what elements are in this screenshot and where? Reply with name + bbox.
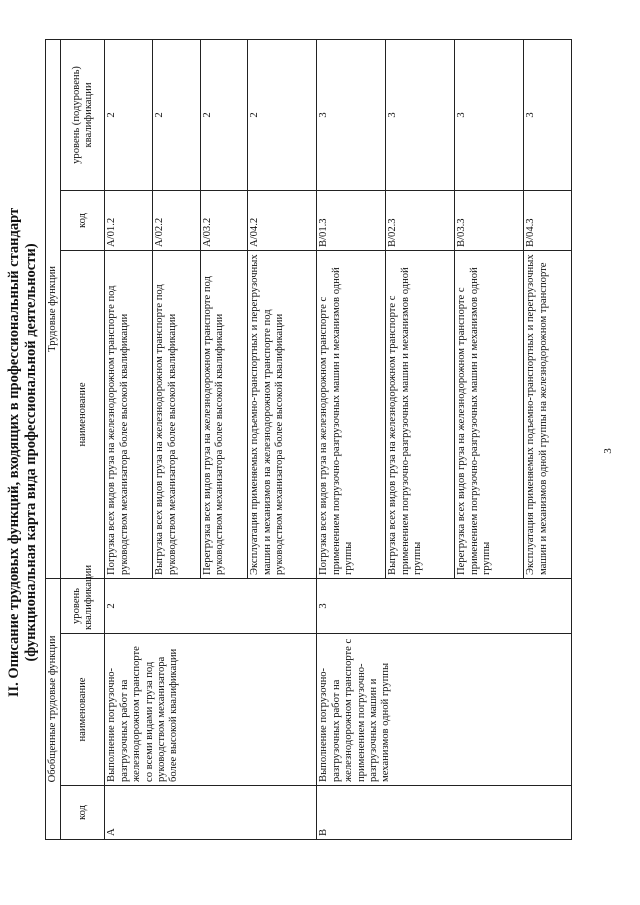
function-sublevel-cell: 2 [248, 39, 317, 190]
function-code-cell: B/02.3 [386, 190, 455, 250]
function-name-cell: Перегрузка всех видов груза на железнодорожном транспорте под руководством механизатора более высокой квалификации [200, 250, 248, 578]
function-name-cell: Эксплуатация применяемых подъемно-транспортных и перегрузочных машин и механизмов одной группы на железнодорожном транспорте [524, 250, 572, 578]
header-code: код [61, 786, 105, 840]
function-name-cell: Погрузка всех видов груза на железнодорожном транспорте под руководством механизатора более высокой квалификации [105, 250, 153, 578]
heading-line-1: II. Описание трудовых функций, входящих в профессиональный стандарт [6, 207, 22, 698]
function-sublevel-cell: 3 [455, 39, 524, 190]
header-level: уровень квалификации [61, 578, 105, 633]
function-sublevel-cell: 3 [386, 39, 455, 190]
header-generalized-functions: Обобщенные трудовые функции [46, 578, 61, 839]
section-heading [6, 40, 40, 865]
function-sublevel-cell: 2 [105, 39, 153, 190]
function-code-cell: A/01.2 [105, 190, 153, 250]
function-code-cell: B/03.3 [455, 190, 524, 250]
header-name: наименование [61, 634, 105, 786]
page-number: 3 [602, 448, 614, 454]
generalized-name-cell: Выполнение погрузочно-разгрузочных работ на железнодорожном транспорте с применением погрузочно-разгрузочных машин и механизмов одной группы [317, 634, 572, 786]
function-name-cell: Выгрузка всех видов груза на железнодорожном транспорте под руководством механизатора более высокой квалификации [153, 250, 201, 578]
function-name-cell: Эксплуатация применяемых подъемно-транспортных и перегрузочных машин и механизмов на железнодорожном транспорте под руководством механизатора более высокой квалификации [248, 250, 317, 578]
table-row [105, 39, 153, 839]
header-tf-code: код [61, 190, 105, 250]
generalized-name-cell: Выполнение погрузочно-разгрузочных работ на железнодорожном транспорте со всеми видами груза под руководством механизатора более высокой квалификации [105, 634, 317, 786]
function-name-cell: Погрузка всех видов груза на железнодорожном транспорте с применением погрузочно-разгрузочных машин и механизмов одной группы [317, 250, 386, 578]
generalized-code-cell: A [105, 786, 317, 840]
generalized-code-cell: B [317, 786, 572, 840]
function-sublevel-cell: 3 [524, 39, 572, 190]
function-sublevel-cell: 2 [200, 39, 248, 190]
function-code-cell: A/02.2 [153, 190, 201, 250]
function-name-cell: Выгрузка всех видов груза на железнодорожном транспорте с применением погрузочно-разгрузочных машин и механизмов одной группы [386, 250, 455, 578]
function-sublevel-cell: 3 [317, 39, 386, 190]
heading-line-2: (функциональная карта вида профессиональной деятельности) [23, 243, 39, 662]
function-code-cell: B/04.3 [524, 190, 572, 250]
function-sublevel-cell: 2 [153, 39, 201, 190]
header-sublevel: уровень (подуровень) квалификации [61, 39, 105, 190]
function-code-cell: A/03.2 [200, 190, 248, 250]
functional-map-table [45, 39, 572, 840]
table-row [317, 39, 386, 839]
header-tf-name: наименование [61, 250, 105, 578]
function-code-cell: A/04.2 [248, 190, 317, 250]
header-labor-functions: Трудовые функции [46, 39, 61, 578]
function-name-cell: Перегрузка всех видов груза на железнодорожном транспорте с применением погрузочно-разгрузочных машин и механизмов одной группы [455, 250, 524, 578]
generalized-level-cell: 2 [105, 578, 317, 633]
generalized-level-cell: 3 [317, 578, 572, 633]
function-code-cell: B/01.3 [317, 190, 386, 250]
